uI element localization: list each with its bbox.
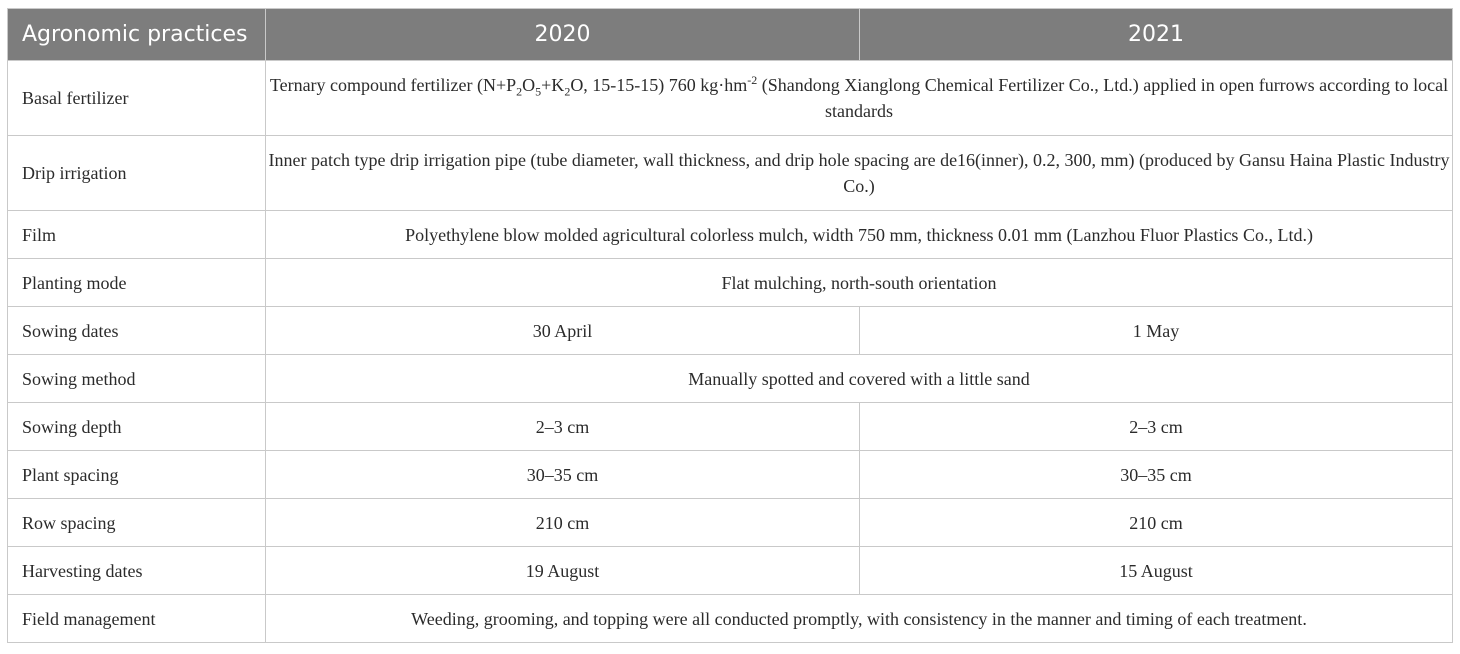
row-label: Field management [8, 595, 266, 643]
row-label: Sowing method [8, 355, 266, 403]
row-label: Planting mode [8, 259, 266, 307]
row-label: Drip irrigation [8, 136, 266, 211]
table-row [8, 547, 1453, 595]
value-2021: 210 cm [860, 499, 1453, 547]
value-2021: 1 May [860, 307, 1453, 355]
value-2020: 210 cm [266, 499, 860, 547]
value-2020: 30–35 cm [266, 451, 860, 499]
subscript: 2 [516, 84, 523, 99]
table-row [8, 307, 1453, 355]
value-2020: 30 April [266, 307, 860, 355]
row-label: Sowing dates [8, 307, 266, 355]
row-label: Basal fertilizer [8, 61, 266, 136]
table-row [8, 211, 1453, 259]
merged-value-cell: Polyethylene blow molded agricultural colorless mulch, width 750 mm, thickness 0.01 mm (Lanzhou Fluor Plastics Co., Ltd.) [266, 211, 1453, 259]
table-row [8, 355, 1453, 403]
value-2020: 2–3 cm [266, 403, 860, 451]
header-practices: Agronomic practices [8, 9, 266, 61]
header-year-2021: 2021 [860, 9, 1453, 61]
table-row [8, 403, 1453, 451]
table-header [8, 9, 1453, 61]
value-2021: 2–3 cm [860, 403, 1453, 451]
text-part: (Shandong Xianglong Chemical Fertilizer Co., Ltd.) applied in open furrows according to local standards [757, 75, 1449, 121]
merged-value-cell: Flat mulching, north-south orientation [266, 259, 1453, 307]
merged-value-cell: Weeding, grooming, and topping were all conducted promptly, with consistency in the manner and timing of each treatment. [266, 595, 1453, 643]
table-row [8, 451, 1453, 499]
basal-fertilizer-value [266, 61, 1453, 136]
text-part: O [522, 75, 536, 95]
text-part: +K [541, 75, 565, 95]
merged-value-cell: Manually spotted and covered with a little sand [266, 355, 1453, 403]
header-row [8, 9, 1453, 61]
table-row [8, 259, 1453, 307]
row-label: Plant spacing [8, 451, 266, 499]
table-row [8, 61, 1453, 136]
table-row [8, 499, 1453, 547]
row-label: Harvesting dates [8, 547, 266, 595]
table-body [8, 61, 1453, 643]
merged-value-cell: Inner patch type drip irrigation pipe (tube diameter, wall thickness, and drip hole spacing are de16(inner), 0.2, 300, mm) (produced by Gansu Haina Plastic Industry Co.) [266, 136, 1453, 211]
header-year-2020: 2020 [266, 9, 860, 61]
table-row [8, 136, 1453, 211]
row-label: Sowing depth [8, 403, 266, 451]
text-part: O, 15-15-15) 760 kg·hm [570, 75, 748, 95]
value-2021: 30–35 cm [860, 451, 1453, 499]
subscript: 2 [564, 84, 571, 99]
table-row [8, 595, 1453, 643]
row-label: Row spacing [8, 499, 266, 547]
subscript: 5 [535, 84, 542, 99]
row-label: Film [8, 211, 266, 259]
text-part: Ternary compound fertilizer (N+P [269, 75, 517, 95]
superscript: -2 [747, 73, 758, 87]
agronomic-practices-table [7, 8, 1453, 643]
value-2020: 19 August [266, 547, 860, 595]
value-2021: 15 August [860, 547, 1453, 595]
